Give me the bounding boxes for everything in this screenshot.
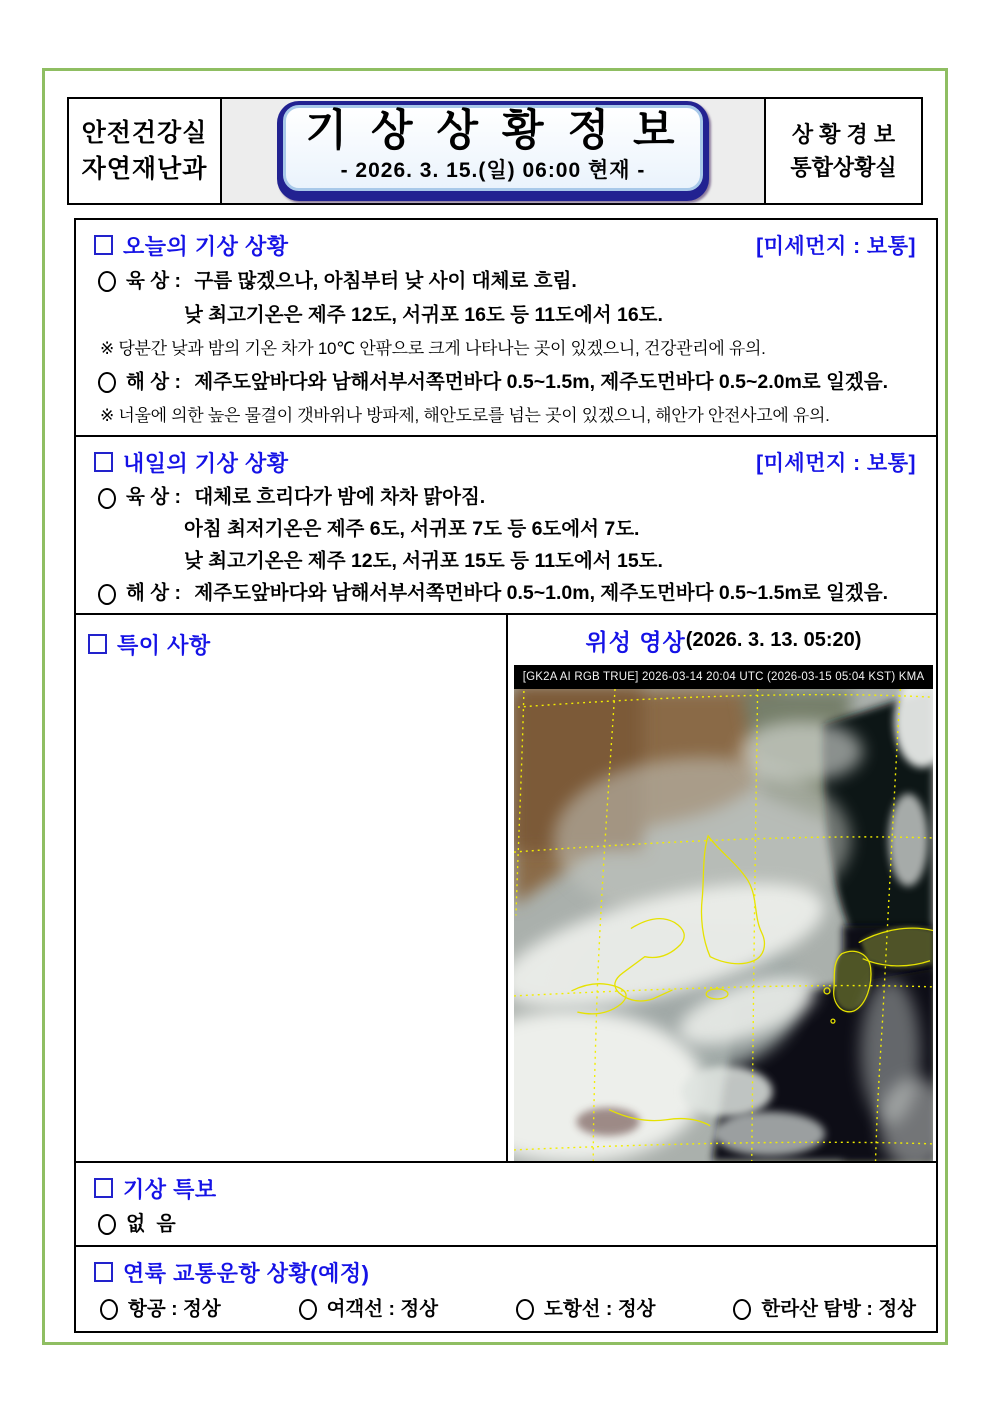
checkbox-square-icon bbox=[94, 1262, 113, 1282]
today-note1: ※ 당분간 낮과 밤의 기온 차가 10℃ 안팎으로 크게 나타나는 곳이 있겠으니, 건강관리에 유의. bbox=[100, 339, 766, 358]
satellite-caption: [GK2A AI RGB TRUE] 2026-03-14 20:04 UTC (2026-03-15 05:04 KST) KMA bbox=[514, 665, 933, 689]
title-box bbox=[277, 101, 710, 201]
checkbox-square-icon bbox=[88, 634, 107, 654]
circle-bullet-icon bbox=[98, 488, 116, 509]
today-land-label: 육 상 : bbox=[126, 270, 187, 292]
checkbox-square-icon bbox=[94, 452, 113, 472]
special-heading: 특이 사항 bbox=[117, 632, 211, 658]
special-notes-cell bbox=[76, 615, 508, 1161]
satellite-title: 위성 영상 bbox=[585, 628, 686, 655]
tomorrow-land-label: 육 상 : bbox=[126, 486, 187, 508]
header bbox=[67, 97, 923, 205]
transport-item-label: 도항선 : 정상 bbox=[543, 1298, 656, 1320]
section-today bbox=[76, 220, 936, 435]
report-datetime: - 2026. 3. 15.(일) 06:00 현재 - bbox=[340, 159, 646, 183]
tomorrow-sea-text: 제주도앞바다와 남해서부서쪽먼바다 0.5~1.0m, 제주도먼바다 0.5~1.5m로 일겠음. bbox=[194, 582, 888, 604]
office-line1: 상 황 경 보 bbox=[791, 122, 896, 147]
circle-bullet-icon bbox=[98, 271, 116, 292]
transport-item-label: 여객선 : 정상 bbox=[326, 1298, 439, 1320]
tomorrow-heading: 내일의 기상 상황 bbox=[123, 450, 289, 476]
page-title: 기 상 상 황 정 보 bbox=[305, 106, 681, 155]
circle-bullet-icon bbox=[98, 372, 116, 393]
transport-heading: 연륙 교통운항 상황(예정) bbox=[123, 1260, 370, 1286]
circle-bullet-icon bbox=[98, 1214, 116, 1235]
today-sea-text: 제주도앞바다와 남해서부서쪽먼바다 0.5~1.5m, 제주도먼바다 0.5~2.0m로 일겠음. bbox=[194, 371, 888, 393]
satellite-datetime: (2026. 3. 13. 05:20) bbox=[685, 628, 862, 651]
today-sea-label: 해 상 : bbox=[126, 371, 187, 393]
today-heading: 오늘의 기상 상황 bbox=[123, 233, 289, 259]
tomorrow-land-text3: 낮 최고기온은 제주 12도, 서귀포 15도 등 11도에서 15도. bbox=[184, 550, 663, 572]
circle-bullet-icon bbox=[733, 1299, 751, 1320]
section-tomorrow bbox=[76, 435, 936, 613]
header-title-cell bbox=[222, 99, 766, 203]
today-land-text: 구름 많겠으나, 아침부터 낮 사이 대체로 흐림. bbox=[194, 270, 577, 292]
transport-item-label: 한라산 탐방 : 정상 bbox=[761, 1298, 916, 1320]
transport-item-island-ferry bbox=[510, 1291, 656, 1327]
warning-heading: 기상 특보 bbox=[123, 1176, 217, 1202]
tomorrow-land-text2: 아침 최저기온은 제주 6도, 서귀포 7도 등 6도에서 7도. bbox=[184, 518, 640, 540]
header-department bbox=[69, 99, 222, 203]
header-office bbox=[766, 99, 921, 203]
section-special bbox=[76, 613, 936, 1161]
office-line2: 통합상황실 bbox=[790, 155, 897, 180]
department-line2: 자연재난과 bbox=[81, 155, 208, 183]
warning-content: 없 음 bbox=[126, 1213, 176, 1235]
checkbox-square-icon bbox=[94, 235, 113, 255]
transport-item-hallasan bbox=[727, 1291, 916, 1327]
tomorrow-dust-badge: [미세먼지 : 보통] bbox=[756, 452, 916, 475]
satellite-cell bbox=[508, 615, 936, 1161]
today-dust-badge: [미세먼지 : 보통] bbox=[756, 235, 916, 258]
today-land-text2: 낮 최고기온은 제주 12도, 서귀포 16도 등 11도에서 16도. bbox=[184, 304, 663, 326]
circle-bullet-icon bbox=[516, 1299, 534, 1320]
section-warning bbox=[76, 1161, 936, 1245]
checkbox-square-icon bbox=[94, 1178, 113, 1198]
department-line1: 안전건강실 bbox=[81, 118, 208, 147]
tomorrow-land-text: 대체로 흐리다가 밤에 차차 맑아짐. bbox=[194, 486, 486, 508]
page-frame bbox=[42, 68, 948, 1345]
tomorrow-sea-label: 해 상 : bbox=[126, 582, 187, 604]
transport-item-air bbox=[94, 1291, 221, 1327]
section-transport bbox=[76, 1245, 936, 1331]
today-note2: ※ 너울에 의한 높은 물결이 갯바위나 방파제, 해안도로를 넘는 곳이 있겠으니, 해안가 안전사고에 유의. bbox=[100, 406, 830, 425]
circle-bullet-icon bbox=[100, 1299, 118, 1320]
satellite-image bbox=[514, 689, 933, 1161]
circle-bullet-icon bbox=[299, 1299, 317, 1320]
main-table bbox=[74, 218, 938, 1333]
transport-item-label: 항공 : 정상 bbox=[128, 1298, 221, 1320]
transport-item-ferry bbox=[293, 1291, 439, 1327]
circle-bullet-icon bbox=[98, 584, 116, 605]
